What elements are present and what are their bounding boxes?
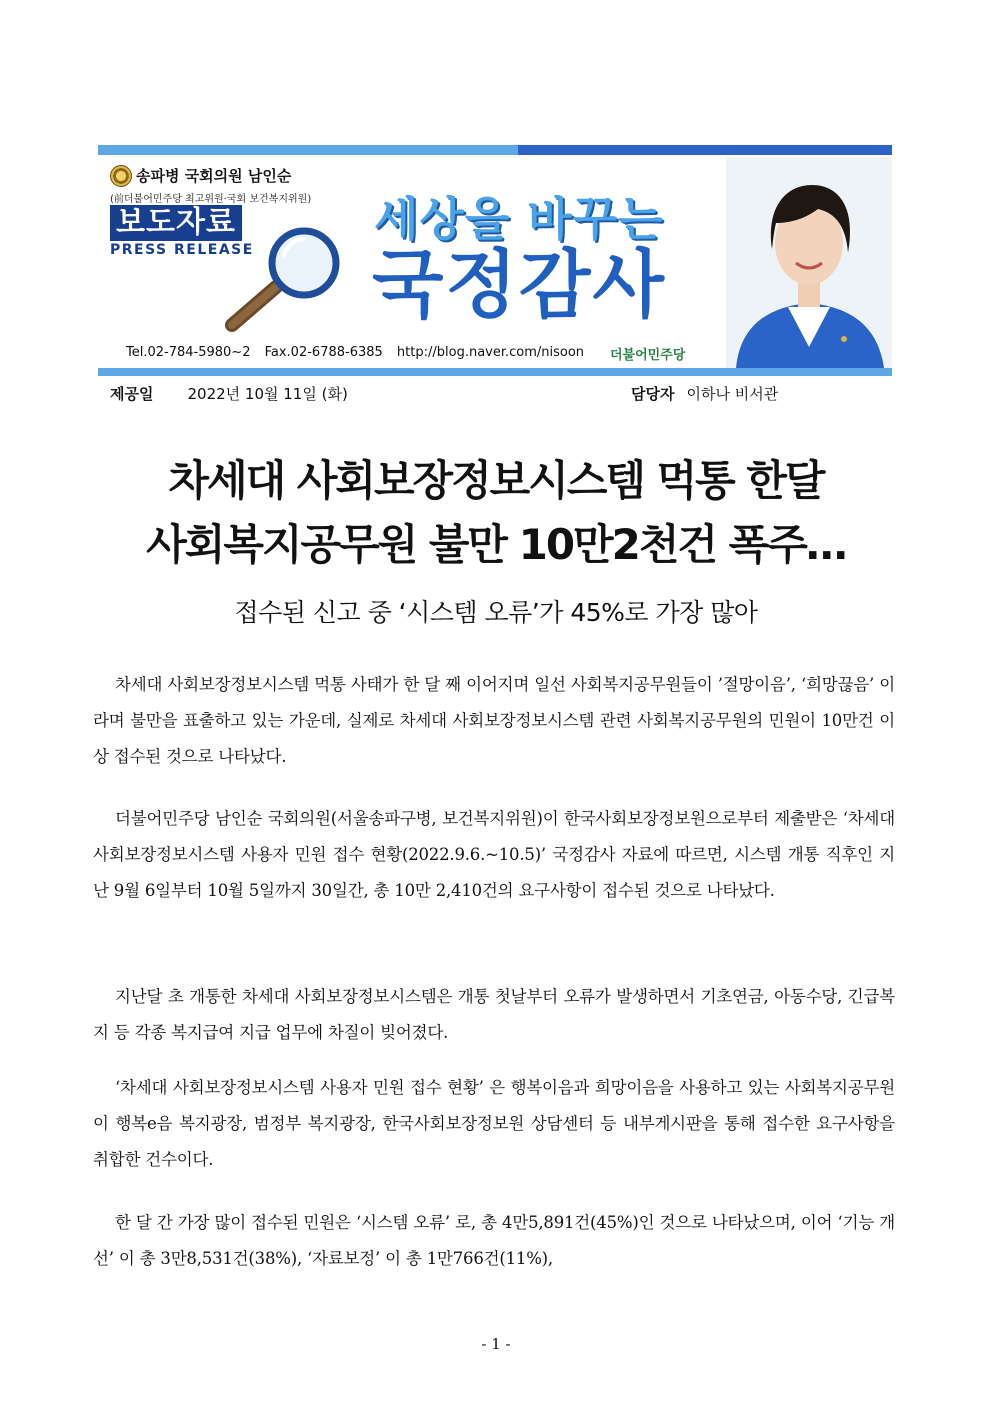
page-number: - 1 - bbox=[481, 1335, 511, 1353]
press-release-banner bbox=[98, 145, 892, 376]
banner-blog-link[interactable]: http://blog.naver.com/nisoon bbox=[396, 345, 585, 360]
main-title-line-2: 사회복지공무원 불만 10만2천건 폭주… bbox=[146, 520, 846, 569]
press-release-english: PRESS RELEASE bbox=[110, 242, 254, 258]
press-release-title: 보도자료 bbox=[110, 205, 242, 241]
party-logo: 더불어민주당 bbox=[610, 348, 686, 363]
banner-headline-main: 국정감사 bbox=[372, 242, 666, 328]
banner-fax: Fax.02-6788-6385 bbox=[264, 345, 383, 360]
body-paragraph: ‘차세대 사회보장정보시스템 사용자 민원 접수 현황’ 은 행복이음과 희망이음을 사용하고 있는 사회복지공무원이 행복e음 복지광장, 범정부 복지광장, 한국사회보장정보원 상담센터 등 내부게시판을 통해 접수한 요구사항을 취합한 건수이다. bbox=[93, 1078, 895, 1169]
representative-portrait bbox=[726, 157, 892, 368]
body-paragraph: 차세대 사회보장정보시스템 먹통 사태가 한 달 째 이어지며 일선 사회복지공무원들이 ’절망이음’, ‘희망끊음’ 이라며 불만을 표출하고 있는 가운데, 실제로 차세대 사회보장정보시스템 관련 사회복지공무원의 민원이 10만건 이상 접수된 것으로 나타났다. bbox=[93, 675, 895, 766]
provided-date-value: 2022년 10월 11일 (화) bbox=[187, 385, 348, 403]
contact-person-value: 이하나 비서관 bbox=[686, 385, 779, 403]
body-paragraph: 더불어민주당 남인순 국회의원(서울송파구병, 보건복지위원)이 한국사회보장정보원으로부터 제출받은 ‘차세대 사회보장정보시스템 사용자 민원 접수 현황(2022.9.6.~10.5)’ 국정감사 자료에 따르면, 시스템 개통 직후인 지난 9월 6일부터 10월 5일까지 30일간, 총 10만 2,410건의 요구사항이 접수된 것으로 나타났다. bbox=[93, 809, 895, 900]
subtitle: 접수된 신고 중 ‘시스템 오류’가 45%로 가장 많아 bbox=[234, 598, 758, 627]
body-paragraph: 한 달 간 가장 많이 접수된 민원은 ‘시스템 오류’ 로, 총 4만5,891건(45%)인 것으로 나타났으며, 이어 ‘기능 개선’ 이 총 3만8,531건(38%), ‘자료보정’ 이 총 1만766건(11%), bbox=[93, 1213, 895, 1268]
banner-contact-line bbox=[126, 345, 594, 360]
banner-headline-top: 세상을 바꾸는 bbox=[374, 192, 664, 246]
representative-name: 송파병 국회의원 남인순 bbox=[136, 167, 292, 185]
banner-top-accent bbox=[98, 145, 518, 155]
provided-date-label: 제공일 bbox=[110, 385, 154, 403]
magnifier-icon bbox=[218, 225, 348, 335]
banner-bottom-bar bbox=[98, 368, 892, 376]
provided-date-row bbox=[110, 383, 348, 404]
national-assembly-seal-icon bbox=[110, 165, 132, 187]
contact-person-label: 담당자 bbox=[631, 385, 675, 403]
main-title-line-1: 차세대 사회보장정보시스템 먹통 한달 bbox=[168, 456, 824, 505]
representative-subtitle: (前더불어민주당 최고위원·국회 보건복지위원) bbox=[110, 194, 312, 205]
banner-tel: Tel.02-784-5980~2 bbox=[126, 345, 251, 360]
body-paragraph: 지난달 초 개통한 차세대 사회보장정보시스템은 개통 첫날부터 오류가 발생하면서 기초연금, 아동수당, 긴급복지 등 각종 복지급여 지급 업무에 차질이 빚어졌다. bbox=[93, 987, 895, 1042]
contact-person-row bbox=[631, 383, 778, 404]
